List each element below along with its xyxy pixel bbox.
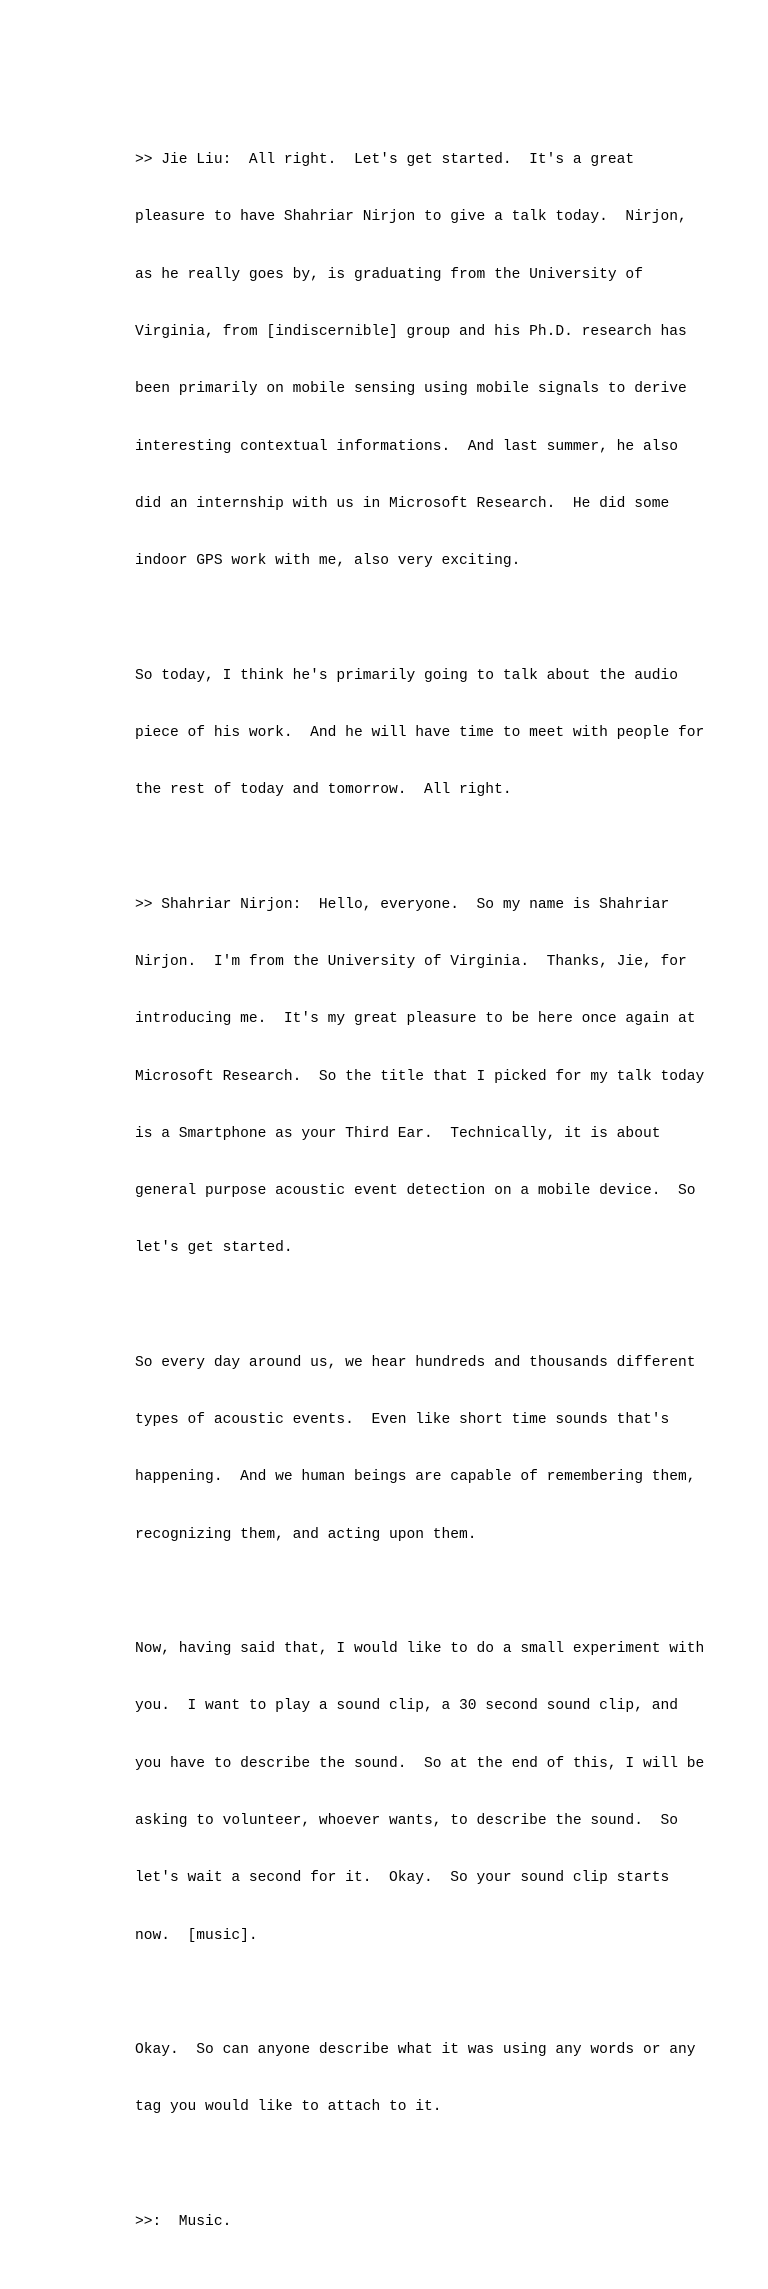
text-line: recognizing them, and acting upon them.	[135, 1526, 477, 1543]
paragraph-experiment	[135, 1602, 735, 1984]
text-line: general purpose acoustic event detection on a mobile device. So	[135, 1183, 696, 1200]
text-line: you have to describe the sound. So at the end of this, I will be	[135, 1755, 705, 1772]
text-line: >>: Music.	[135, 2213, 232, 2230]
text-line: So every day around us, we hear hundreds and thousands different	[135, 1354, 696, 1371]
paragraph-audience-answer	[135, 2175, 735, 2270]
text-line: tag you would like to attach to it.	[135, 2099, 442, 2116]
text-line: been primarily on mobile sensing using mobile signals to derive	[135, 381, 687, 398]
text-line: Microsoft Research. So the title that I picked for my talk today	[135, 1068, 705, 1085]
text-line: you. I want to play a sound clip, a 30 second sound clip, and	[135, 1698, 678, 1715]
text-line: So today, I think he's primarily going to talk about the audio	[135, 667, 678, 684]
text-line: >> Shahriar Nirjon: Hello, everyone. So my name is Shahriar	[135, 896, 670, 913]
text-line: let's get started.	[135, 1240, 293, 1257]
text-line: pleasure to have Shahriar Nirjon to give a talk today. Nirjon,	[135, 209, 687, 226]
paragraph-talk-overview	[135, 628, 735, 838]
text-line: Okay. So can anyone describe what it was using any words or any	[135, 2042, 696, 2058]
text-line: happening. And we human beings are capable of remembering them,	[135, 1469, 696, 1486]
transcript-page	[135, 113, 735, 2289]
text-line: let's wait a second for it. Okay. So your sound clip starts	[135, 1870, 670, 1887]
text-line: Nirjon. I'm from the University of Virginia. Thanks, Jie, for	[135, 953, 687, 970]
paragraph-question	[135, 2003, 735, 2156]
text-line: is a Smartphone as your Third Ear. Technically, it is about	[135, 1125, 661, 1142]
text-line: interesting contextual informations. And last summer, he also	[135, 438, 678, 455]
text-line: now. [music].	[135, 1927, 258, 1944]
paragraph-speaker-intro	[135, 857, 735, 1296]
text-line: did an internship with us in Microsoft Research. He did some	[135, 495, 670, 512]
text-line: types of acoustic events. Even like short time sounds that's	[135, 1412, 670, 1429]
paragraph-acoustic-events	[135, 1316, 735, 1583]
text-line: asking to volunteer, whoever wants, to describe the sound. So	[135, 1812, 678, 1829]
text-line: Now, having said that, I would like to do a small experiment with	[135, 1641, 705, 1658]
text-line: piece of his work. And he will have time to meet with people for	[135, 724, 705, 741]
text-line: indoor GPS work with me, also very exciting.	[135, 553, 521, 570]
text-line: Virginia, from [indiscernible] group and his Ph.D. research has	[135, 324, 687, 341]
text-line: as he really goes by, is graduating from the University of	[135, 266, 643, 283]
text-line: the rest of today and tomorrow. All right.	[135, 782, 512, 799]
text-line: introducing me. It's my great pleasure to be here once again at	[135, 1011, 696, 1028]
paragraph-introduction	[135, 113, 735, 609]
text-line: >> Jie Liu: All right. Let's get started. It's a great	[135, 152, 635, 169]
